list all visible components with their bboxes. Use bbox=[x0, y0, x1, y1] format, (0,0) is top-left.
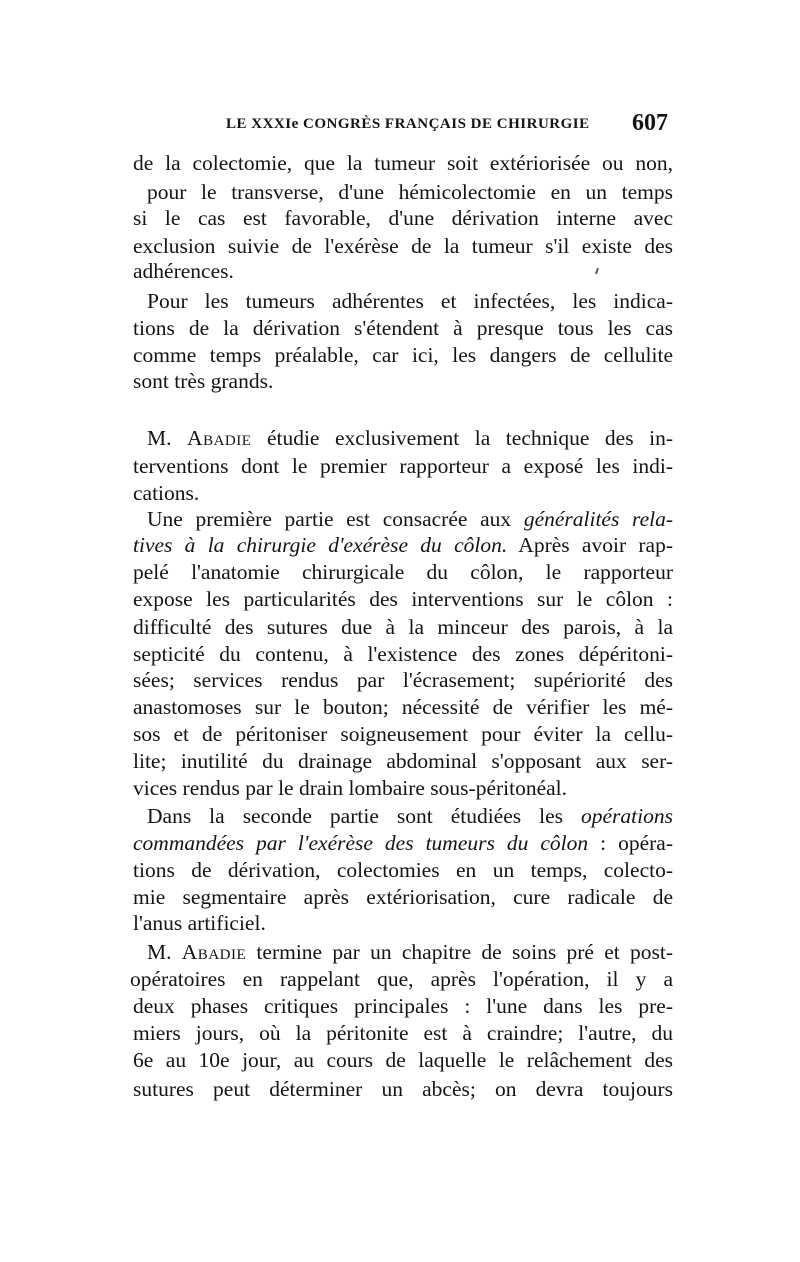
text-line bbox=[133, 857, 673, 883]
line-text: deux phases critiques principales : l'une dans les pre- bbox=[133, 994, 673, 1018]
line-text: pour le transverse, d'une hémicolectomie en un temps bbox=[147, 180, 673, 204]
line-text: miers jours, où la péritonite est à craindre; l'autre, du bbox=[133, 1021, 673, 1045]
line-text: étudie exclusivement la technique des in- bbox=[251, 426, 673, 450]
line-text: opératoires en rappelant que, après l'opération, il y a bbox=[130, 967, 673, 991]
line-text: 6e au 10e jour, au cours de laquelle le relâchement des bbox=[133, 1048, 673, 1072]
text-line bbox=[147, 939, 673, 965]
text-line bbox=[133, 1020, 673, 1046]
line-text: : opéra- bbox=[588, 831, 673, 855]
small-caps-name: Abadie bbox=[181, 940, 247, 964]
text-line bbox=[133, 667, 673, 693]
running-title: LE XXXIe CONGRÈS FRANÇAIS DE CHIRURGIE bbox=[226, 116, 590, 132]
text-line bbox=[147, 425, 673, 451]
text-line bbox=[133, 480, 673, 506]
line-text: sos et de péritoniser soigneusement pour éviter la cellu- bbox=[133, 722, 673, 746]
text-line bbox=[133, 258, 673, 284]
text-line bbox=[133, 993, 673, 1019]
text-line bbox=[133, 586, 673, 612]
line-text: Après avoir rap- bbox=[507, 533, 673, 557]
line-text: Une première partie est consacrée aux bbox=[147, 507, 524, 531]
line-text: comme temps préalable, car ici, les dangers de cellulite bbox=[133, 343, 673, 367]
text-line bbox=[133, 775, 673, 801]
text-line bbox=[133, 453, 673, 479]
line-text: l'anus artificiel. bbox=[133, 911, 266, 935]
line-text: sées; services rendus par l'écrasement; supériorité des bbox=[133, 668, 673, 692]
text-line bbox=[133, 315, 673, 341]
text-line bbox=[133, 614, 673, 640]
text-line bbox=[133, 1047, 673, 1073]
line-text: tions de dérivation, colectomies en un temps, colecto- bbox=[133, 858, 673, 882]
line-text: M. bbox=[147, 940, 182, 964]
text-line bbox=[133, 721, 673, 747]
line-text: sutures peut déterminer un abcès; on devra toujours bbox=[133, 1077, 673, 1101]
line-text: adhérences. bbox=[133, 259, 234, 283]
text-line bbox=[133, 641, 673, 667]
line-text: Pour les tumeurs adhérentes et infectées, les indica- bbox=[147, 289, 673, 313]
text-line bbox=[133, 694, 673, 720]
line-text: anastomoses sur le bouton; nécessité de vérifier les mé- bbox=[133, 695, 673, 719]
text-line bbox=[133, 910, 673, 936]
italic-text: opérations bbox=[581, 804, 673, 828]
text-line bbox=[147, 179, 673, 205]
line-text: Dans la seconde partie sont étudiées les bbox=[147, 804, 582, 828]
line-text: vices rendus par le drain lombaire sous-péritonéal. bbox=[133, 776, 568, 800]
small-caps-name: Abadie bbox=[187, 426, 252, 450]
line-text: lite; inutilité du drainage abdominal s'opposant aux ser- bbox=[133, 749, 673, 773]
line-text: termine par un chapitre de soins pré et post- bbox=[246, 940, 673, 964]
line-text: tions de la dérivation s'étendent à presque tous les cas bbox=[133, 316, 673, 340]
text-line bbox=[133, 559, 673, 585]
line-text: mie segmentaire après extériorisation, cure radicale de bbox=[133, 885, 673, 909]
line-text: si le cas est favorable, d'une dérivation interne avec bbox=[133, 206, 673, 230]
text-line bbox=[133, 532, 673, 558]
text-line bbox=[147, 803, 673, 829]
line-text: sont très grands. bbox=[133, 369, 274, 393]
italic-text: tives à la chirurgie d'exérèse du côlon. bbox=[133, 533, 508, 557]
line-text: exclusion suivie de l'exérèse de la tumeur s'il existe des bbox=[133, 234, 673, 258]
line-text: terventions dont le premier rapporteur a exposé les indi- bbox=[133, 454, 673, 478]
line-text: cations. bbox=[133, 481, 200, 505]
text-line bbox=[147, 506, 673, 532]
italic-text: généralités rela- bbox=[523, 507, 673, 531]
line-text: M. bbox=[147, 426, 188, 450]
page-number: 607 bbox=[632, 110, 668, 136]
text-line bbox=[133, 205, 673, 231]
text-line bbox=[133, 1076, 673, 1102]
text-line bbox=[133, 233, 673, 259]
line-text: de la colectomie, que la tumeur soit extériorisée ou non, bbox=[133, 151, 673, 175]
text-line bbox=[133, 884, 673, 910]
italic-text: commandées par l'exérèse des tumeurs du côlon bbox=[133, 831, 589, 855]
running-header bbox=[140, 110, 668, 140]
text-line bbox=[133, 830, 673, 856]
line-text: septicité du contenu, à l'existence des zones dépéritoni- bbox=[133, 642, 673, 666]
text-line bbox=[133, 342, 673, 368]
line-text: pelé l'anatomie chirurgicale du côlon, le rapporteur bbox=[133, 560, 673, 584]
text-line bbox=[133, 748, 673, 774]
line-text: expose les particularités des interventions sur le côlon : bbox=[133, 587, 673, 611]
line-text: difficulté des sutures due à la minceur des parois, à la bbox=[133, 615, 673, 639]
text-line bbox=[147, 288, 673, 314]
text-line bbox=[130, 966, 673, 992]
text-line bbox=[133, 368, 673, 394]
text-line bbox=[133, 150, 673, 176]
